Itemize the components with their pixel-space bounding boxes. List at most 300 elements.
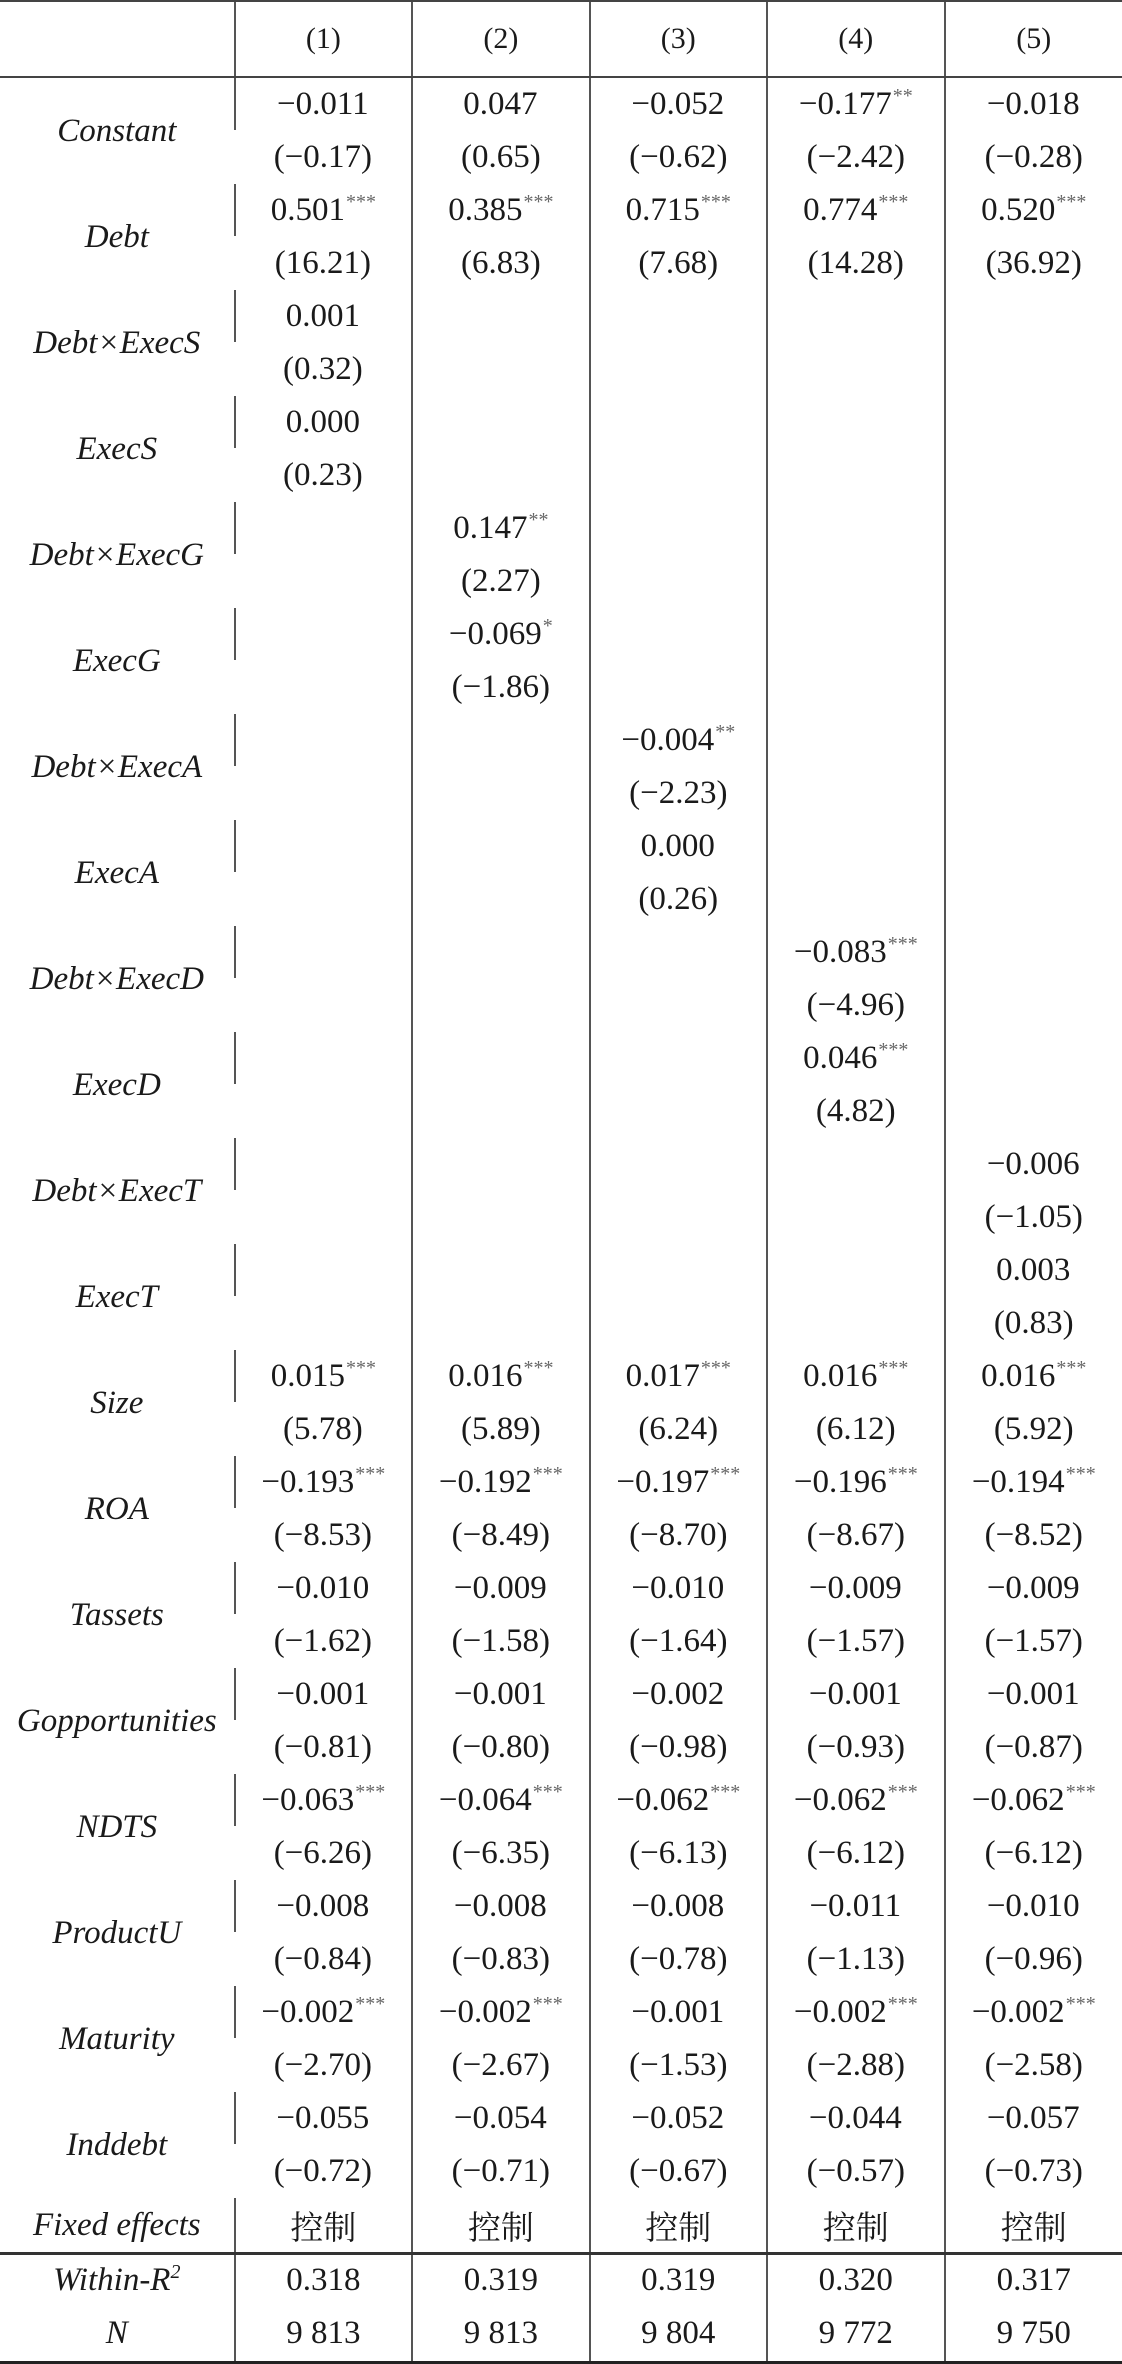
- coefficient-value: 0.016: [981, 1358, 1055, 1394]
- coefficient-cell: [412, 820, 589, 872]
- coefficient-cell: [945, 396, 1122, 448]
- t-stat-cell: (−0.73): [945, 2144, 1122, 2198]
- coefficient-cell: [412, 1986, 589, 2038]
- coefficient-value: 0.016: [803, 1358, 877, 1394]
- coefficient-cell: [412, 1138, 589, 1190]
- t-stat-cell: (0.65): [412, 130, 589, 184]
- t-stat-cell: [235, 872, 412, 926]
- t-stat-cell: (6.83): [412, 236, 589, 290]
- t-stat-cell: (−0.93): [767, 1720, 944, 1774]
- coefficient-value: −0.010: [276, 1570, 369, 1606]
- coefficient-cell: [235, 1456, 412, 1508]
- coefficient-cell: [235, 1244, 412, 1296]
- significance-stars: **: [528, 509, 548, 531]
- fixed-effects-value: 控制: [945, 2198, 1122, 2254]
- coefficient-cell: [235, 290, 412, 342]
- coefficient-value: −0.001: [631, 1994, 724, 2030]
- coefficient-cell: [412, 1880, 589, 1932]
- coefficient-value: −0.063: [261, 1782, 354, 1818]
- t-stat-cell: (−0.57): [767, 2144, 944, 2198]
- t-stat-cell: (−6.13): [590, 1826, 767, 1880]
- significance-stars: ***: [523, 191, 553, 213]
- t-stat-cell: (−4.96): [767, 978, 944, 1032]
- coefficient-cell: [235, 77, 412, 130]
- coefficient-row: [0, 1138, 1122, 1190]
- coefficient-value: −0.057: [987, 2100, 1080, 2136]
- t-stat-cell: (16.21): [235, 236, 412, 290]
- t-stat-cell: (−0.78): [590, 1932, 767, 1986]
- coefficient-value: −0.009: [987, 1570, 1080, 1606]
- r2-superscript: 2: [170, 2261, 180, 2283]
- within-r2-value: 0.319: [412, 2254, 589, 2306]
- coefficient-value: −0.069: [449, 616, 542, 652]
- coefficient-value: −0.011: [277, 86, 369, 122]
- coefficient-cell: [945, 502, 1122, 554]
- coefficient-cell: [590, 1562, 767, 1614]
- coefficient-cell: [945, 184, 1122, 236]
- coefficient-cell: [590, 1138, 767, 1190]
- coefficient-cell: [767, 77, 944, 130]
- n-value: 9 813: [235, 2305, 412, 2363]
- variable-label: Maturity: [0, 1986, 235, 2092]
- coefficient-cell: [945, 1350, 1122, 1402]
- t-stat-cell: (0.83): [945, 1296, 1122, 1350]
- significance-stars: ***: [701, 191, 731, 213]
- coefficient-cell: [235, 1350, 412, 1402]
- t-stat-cell: (−1.13): [767, 1932, 944, 1986]
- t-stat-cell: (−0.28): [945, 130, 1122, 184]
- coefficient-value: −0.002: [972, 1994, 1065, 2030]
- coefficient-cell: [767, 926, 944, 978]
- coefficient-row: [0, 714, 1122, 766]
- variable-label: Debt×ExecD: [0, 926, 235, 1032]
- t-stat-cell: [590, 554, 767, 608]
- coefficient-cell: [590, 1880, 767, 1932]
- coefficient-cell: [412, 502, 589, 554]
- t-stat-cell: (0.23): [235, 448, 412, 502]
- coefficient-value: −0.044: [809, 2100, 902, 2136]
- t-stat-cell: (4.82): [767, 1084, 944, 1138]
- coefficient-row: [0, 1562, 1122, 1614]
- coefficient-cell: [412, 2092, 589, 2144]
- coefficient-cell: [235, 714, 412, 766]
- t-stat-cell: (−6.12): [945, 1826, 1122, 1880]
- column-header-1: (1): [235, 1, 412, 77]
- t-stat-cell: [235, 978, 412, 1032]
- t-stat-cell: (−8.52): [945, 1508, 1122, 1562]
- t-stat-cell: [945, 872, 1122, 926]
- header-corner-cell: [0, 1, 235, 77]
- t-stat-cell: [767, 872, 944, 926]
- coefficient-value: −0.052: [631, 2100, 724, 2136]
- coefficient-row: [0, 184, 1122, 236]
- significance-stars: ***: [1066, 1781, 1096, 1803]
- t-stat-cell: [767, 766, 944, 820]
- coefficient-cell: [590, 608, 767, 660]
- coefficient-cell: [945, 290, 1122, 342]
- column-header-5: (5): [945, 1, 1122, 77]
- coefficient-row: [0, 1880, 1122, 1932]
- significance-stars: ***: [523, 1357, 553, 1379]
- coefficient-cell: [235, 1562, 412, 1614]
- t-stat-cell: [412, 342, 589, 396]
- coefficient-value: 0.715: [626, 192, 700, 228]
- t-stat-cell: [590, 1190, 767, 1244]
- t-stat-cell: (−2.23): [590, 766, 767, 820]
- significance-stars: ***: [1056, 191, 1086, 213]
- coefficient-cell: [590, 1350, 767, 1402]
- t-stat-cell: (−6.26): [235, 1826, 412, 1880]
- coefficient-value: −0.055: [276, 2100, 369, 2136]
- n-value: 9 750: [945, 2305, 1122, 2363]
- t-stat-cell: (−1.05): [945, 1190, 1122, 1244]
- t-stat-cell: [945, 554, 1122, 608]
- variable-label: NDTS: [0, 1774, 235, 1880]
- coefficient-row: [0, 608, 1122, 660]
- coefficient-value: −0.018: [987, 86, 1080, 122]
- significance-stars: ***: [888, 933, 918, 955]
- coefficient-cell: [767, 290, 944, 342]
- t-stat-cell: [412, 1190, 589, 1244]
- coefficient-value: 0.001: [286, 298, 360, 334]
- t-stat-cell: [945, 448, 1122, 502]
- coefficient-value: 0.774: [803, 192, 877, 228]
- significance-stars: ***: [533, 1463, 563, 1485]
- n-value: 9 772: [767, 2305, 944, 2363]
- t-stat-cell: [590, 660, 767, 714]
- coefficient-cell: [945, 1032, 1122, 1084]
- coefficient-cell: [235, 1138, 412, 1190]
- variable-label: ExecA: [0, 820, 235, 926]
- significance-stars: ***: [355, 1993, 385, 2015]
- coefficient-cell: [590, 1456, 767, 1508]
- coefficient-cell: [590, 1032, 767, 1084]
- significance-stars: ***: [355, 1781, 385, 1803]
- t-stat-cell: [767, 1190, 944, 1244]
- column-header-4: (4): [767, 1, 944, 77]
- coefficient-value: −0.008: [276, 1888, 369, 1924]
- significance-stars: ***: [1066, 1993, 1096, 2015]
- coefficient-cell: [235, 608, 412, 660]
- significance-stars: ***: [346, 1357, 376, 1379]
- t-stat-cell: (−1.58): [412, 1614, 589, 1668]
- coefficient-value: −0.010: [987, 1888, 1080, 1924]
- t-stat-cell: (−0.17): [235, 130, 412, 184]
- significance-stars: ***: [878, 191, 908, 213]
- significance-stars: ***: [533, 1993, 563, 2015]
- coefficient-cell: [590, 77, 767, 130]
- t-stat-cell: (−0.84): [235, 1932, 412, 1986]
- coefficient-cell: [412, 396, 589, 448]
- coefficient-cell: [767, 1562, 944, 1614]
- t-stat-cell: [767, 660, 944, 714]
- significance-stars: ***: [710, 1463, 740, 1485]
- significance-stars: ***: [878, 1039, 908, 1061]
- coefficient-row: [0, 1032, 1122, 1084]
- t-stat-cell: (−0.96): [945, 1932, 1122, 1986]
- coefficient-cell: [945, 1668, 1122, 1720]
- coefficient-cell: [412, 1774, 589, 1826]
- coefficient-cell: [767, 1456, 944, 1508]
- t-stat-cell: (−8.67): [767, 1508, 944, 1562]
- coefficient-cell: [590, 396, 767, 448]
- fixed-effects-value: 控制: [767, 2198, 944, 2254]
- t-stat-cell: [235, 660, 412, 714]
- t-stat-cell: (5.78): [235, 1402, 412, 1456]
- coefficient-value: 0.147: [453, 510, 527, 546]
- t-stat-cell: [412, 448, 589, 502]
- t-stat-cell: (−8.70): [590, 1508, 767, 1562]
- coefficient-value: 0.003: [996, 1252, 1070, 1288]
- t-stat-cell: [945, 342, 1122, 396]
- coefficient-value: −0.196: [794, 1464, 887, 1500]
- significance-stars: ***: [878, 1357, 908, 1379]
- coefficient-cell: [767, 2092, 944, 2144]
- coefficient-cell: [945, 1774, 1122, 1826]
- t-stat-cell: (−1.86): [412, 660, 589, 714]
- coefficient-cell: [590, 1774, 767, 1826]
- coefficient-cell: [412, 77, 589, 130]
- coefficient-value: −0.193: [261, 1464, 354, 1500]
- coefficient-value: −0.010: [631, 1570, 724, 1606]
- significance-stars: ***: [1066, 1463, 1096, 1485]
- t-stat-cell: [235, 1296, 412, 1350]
- coefficient-value: −0.009: [454, 1570, 547, 1606]
- t-stat-cell: [767, 342, 944, 396]
- t-stat-cell: (−8.49): [412, 1508, 589, 1562]
- coefficient-cell: [590, 502, 767, 554]
- coefficient-cell: [945, 714, 1122, 766]
- coefficient-cell: [945, 2092, 1122, 2144]
- t-stat-cell: (36.92): [945, 236, 1122, 290]
- coefficient-value: −0.062: [972, 1782, 1065, 1818]
- coefficient-value: 0.047: [463, 86, 537, 122]
- column-header-3: (3): [590, 1, 767, 77]
- coefficient-value: −0.011: [809, 1888, 901, 1924]
- t-stat-cell: [412, 1296, 589, 1350]
- coefficient-cell: [412, 1562, 589, 1614]
- coefficient-cell: [945, 926, 1122, 978]
- coefficient-cell: [767, 1880, 944, 1932]
- t-stat-cell: [590, 1084, 767, 1138]
- coefficient-cell: [590, 1244, 767, 1296]
- coefficient-value: 0.000: [286, 404, 360, 440]
- coefficient-cell: [235, 502, 412, 554]
- coefficient-value: −0.002: [631, 1676, 724, 1712]
- coefficient-cell: [945, 1880, 1122, 1932]
- coefficient-row: [0, 1986, 1122, 2038]
- table-body: [0, 77, 1122, 2254]
- t-stat-cell: [945, 978, 1122, 1032]
- coefficient-value: −0.194: [972, 1464, 1065, 1500]
- coefficient-cell: [767, 820, 944, 872]
- significance-stars: ***: [355, 1463, 385, 1485]
- coefficient-cell: [412, 184, 589, 236]
- variable-label: Debt×ExecA: [0, 714, 235, 820]
- coefficient-value: −0.062: [794, 1782, 887, 1818]
- coefficient-value: 0.046: [803, 1040, 877, 1076]
- fixed-effects-row: [0, 2198, 1122, 2254]
- t-stat-cell: [590, 448, 767, 502]
- variable-label: ProductU: [0, 1880, 235, 1986]
- variable-label: Size: [0, 1350, 235, 1456]
- coefficient-cell: [767, 396, 944, 448]
- coefficient-value: −0.001: [809, 1676, 902, 1712]
- t-stat-cell: (5.92): [945, 1402, 1122, 1456]
- significance-stars: *: [543, 615, 553, 637]
- t-stat-cell: (6.12): [767, 1402, 944, 1456]
- t-stat-cell: (−2.70): [235, 2038, 412, 2092]
- t-stat-cell: (6.24): [590, 1402, 767, 1456]
- t-stat-cell: (−2.42): [767, 130, 944, 184]
- coefficient-cell: [590, 714, 767, 766]
- t-stat-cell: (−1.64): [590, 1614, 767, 1668]
- coefficient-row: [0, 502, 1122, 554]
- t-stat-cell: (14.28): [767, 236, 944, 290]
- t-stat-cell: [235, 554, 412, 608]
- t-stat-cell: [412, 872, 589, 926]
- coefficient-row: [0, 820, 1122, 872]
- t-stat-cell: (−0.67): [590, 2144, 767, 2198]
- coefficient-value: −0.002: [261, 1994, 354, 2030]
- t-stat-cell: (−2.58): [945, 2038, 1122, 2092]
- significance-stars: ***: [346, 191, 376, 213]
- fixed-effects-value: 控制: [590, 2198, 767, 2254]
- coefficient-cell: [590, 820, 767, 872]
- coefficient-cell: [945, 1244, 1122, 1296]
- n-value: 9 804: [590, 2305, 767, 2363]
- coefficient-row: [0, 77, 1122, 130]
- t-stat-cell: [945, 1084, 1122, 1138]
- fixed-effects-value: 控制: [412, 2198, 589, 2254]
- t-stat-cell: [590, 1296, 767, 1350]
- coefficient-cell: [412, 1456, 589, 1508]
- coefficient-cell: [945, 1138, 1122, 1190]
- variable-label: ExecD: [0, 1032, 235, 1138]
- variable-label: Debt×ExecT: [0, 1138, 235, 1244]
- coefficient-value: −0.002: [794, 1994, 887, 2030]
- coefficient-cell: [412, 290, 589, 342]
- t-stat-cell: [590, 978, 767, 1032]
- coefficient-cell: [235, 396, 412, 448]
- variable-label: Tassets: [0, 1562, 235, 1668]
- significance-stars: ***: [888, 1993, 918, 2015]
- t-stat-cell: [767, 554, 944, 608]
- coefficient-value: −0.192: [439, 1464, 532, 1500]
- coefficient-value: −0.004: [621, 722, 714, 758]
- n-value: 9 813: [412, 2305, 589, 2363]
- coefficient-row: [0, 2092, 1122, 2144]
- coefficient-cell: [235, 2092, 412, 2144]
- t-stat-cell: (−8.53): [235, 1508, 412, 1562]
- coefficient-value: −0.197: [616, 1464, 709, 1500]
- significance-stars: ***: [710, 1781, 740, 1803]
- fixed-effects-value: 控制: [235, 2198, 412, 2254]
- coefficient-cell: [235, 1668, 412, 1720]
- within-r2-value: 0.317: [945, 2254, 1122, 2306]
- coefficient-value: 0.000: [641, 828, 715, 864]
- t-stat-cell: (−0.81): [235, 1720, 412, 1774]
- coefficient-cell: [235, 184, 412, 236]
- variable-label: Gopportunities: [0, 1668, 235, 1774]
- coefficient-value: −0.009: [809, 1570, 902, 1606]
- coefficient-cell: [767, 608, 944, 660]
- t-stat-cell: (0.32): [235, 342, 412, 396]
- coefficient-cell: [590, 926, 767, 978]
- coefficient-cell: [412, 1032, 589, 1084]
- coefficient-value: −0.008: [631, 1888, 724, 1924]
- t-stat-cell: (5.89): [412, 1402, 589, 1456]
- coefficient-cell: [235, 1774, 412, 1826]
- coefficient-cell: [767, 714, 944, 766]
- t-stat-cell: (−0.98): [590, 1720, 767, 1774]
- variable-label: Debt×ExecS: [0, 290, 235, 396]
- coefficient-cell: [590, 184, 767, 236]
- variable-label: ExecT: [0, 1244, 235, 1350]
- coefficient-cell: [235, 926, 412, 978]
- significance-stars: ***: [701, 1357, 731, 1379]
- coefficient-value: 0.385: [448, 192, 522, 228]
- t-stat-cell: (−1.57): [945, 1614, 1122, 1668]
- coefficient-cell: [412, 1244, 589, 1296]
- t-stat-cell: (−0.62): [590, 130, 767, 184]
- coefficient-cell: [945, 1456, 1122, 1508]
- coefficient-row: [0, 1456, 1122, 1508]
- coefficient-value: −0.001: [454, 1676, 547, 1712]
- t-stat-cell: [235, 1084, 412, 1138]
- t-stat-cell: (−1.62): [235, 1614, 412, 1668]
- variable-label: Debt×ExecG: [0, 502, 235, 608]
- within-r2-value: 0.320: [767, 2254, 944, 2306]
- coefficient-cell: [945, 77, 1122, 130]
- coefficient-cell: [412, 926, 589, 978]
- variable-label: Constant: [0, 77, 235, 184]
- coefficient-cell: [767, 1350, 944, 1402]
- coefficient-cell: [590, 1668, 767, 1720]
- t-stat-cell: (0.26): [590, 872, 767, 926]
- significance-stars: **: [715, 721, 735, 743]
- coefficient-cell: [767, 1244, 944, 1296]
- coefficient-value: 0.016: [448, 1358, 522, 1394]
- coefficient-value: −0.001: [987, 1676, 1080, 1712]
- significance-stars: ***: [1056, 1357, 1086, 1379]
- t-stat-cell: [767, 1296, 944, 1350]
- variable-label: Inddebt: [0, 2092, 235, 2198]
- coefficient-value: −0.052: [631, 86, 724, 122]
- coefficient-cell: [945, 1986, 1122, 2038]
- coefficient-cell: [767, 1032, 944, 1084]
- significance-stars: **: [893, 85, 913, 107]
- coefficient-value: 0.501: [271, 192, 345, 228]
- coefficient-cell: [590, 290, 767, 342]
- variable-label: ROA: [0, 1456, 235, 1562]
- coefficient-value: −0.008: [454, 1888, 547, 1924]
- t-stat-cell: [590, 342, 767, 396]
- fixed-effects-label: Fixed effects: [0, 2198, 235, 2254]
- variable-label: ExecG: [0, 608, 235, 714]
- coefficient-cell: [235, 1986, 412, 2038]
- coefficient-cell: [412, 608, 589, 660]
- t-stat-cell: (−0.80): [412, 1720, 589, 1774]
- t-stat-cell: [412, 978, 589, 1032]
- coefficient-value: −0.064: [439, 1782, 532, 1818]
- significance-stars: ***: [888, 1781, 918, 1803]
- within-r2-value: 0.318: [235, 2254, 412, 2306]
- coefficient-cell: [767, 502, 944, 554]
- coefficient-cell: [412, 1350, 589, 1402]
- t-stat-cell: [945, 766, 1122, 820]
- coefficient-row: [0, 1668, 1122, 1720]
